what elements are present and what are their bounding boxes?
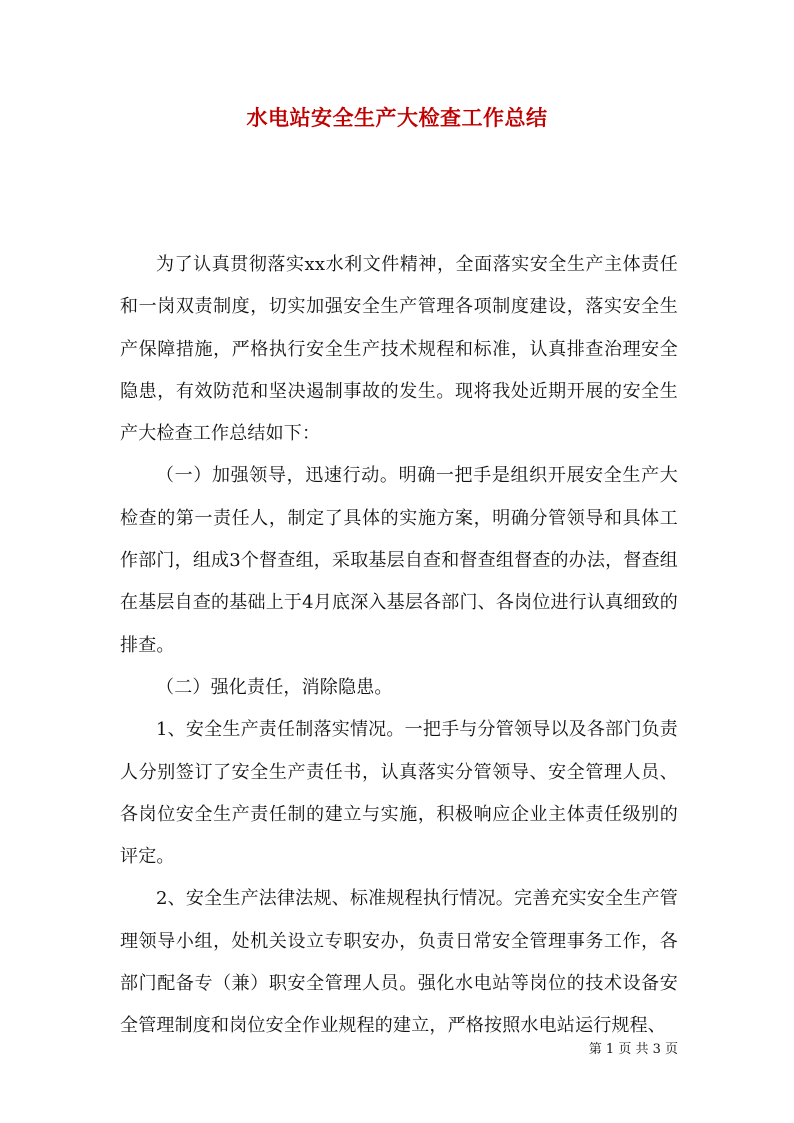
paragraph-item-two: 2、安全生产法律法规、标准规程执行情况。完善充实安全生产管理领导小组，处机关设立专职安办，负责日常安全管理事务工作，各部门配备专（兼）职安全管理人员。强化水电站等岗位的技术设备安全管理制度和岗位安全作业规程的建立，严格按照水电站运行规程、 xyxy=(120,888,678,1037)
paragraph-section-one: （一）加强领导，迅速行动。明确一把手是组织开展安全生产大检查的第一责任人，制定了具体的实施方案，明确分管领导和具体工作部门，组成3个督查组，采取基层自查和督查组督查的办法，督查组在基层自查的基础上于4月底深入基层各部门、各岗位进行认真细致的排查。 xyxy=(120,465,678,656)
document-title: 水电站安全生产大检查工作总结 xyxy=(246,105,548,130)
paragraph-section-two-heading: （二）强化责任，消除隐患。 xyxy=(156,676,393,698)
paragraph-item-one: 1、安全生产责任制落实情况。一把手与分管领导以及各部门负责人分别签订了安全生产责任书，认真落实分管领导、安全管理人员、各岗位安全生产责任制的建立与实施，积极响应企业主体责任级别的评定。 xyxy=(120,719,678,868)
page-number-footer: 第 1 页 共 3 页 xyxy=(588,1042,678,1057)
document-body xyxy=(120,244,678,1048)
paragraph-intro: 为了认真贯彻落实xx水利文件精神，全面落实安全生产主体责任和一岗双责制度，切实加强安全生产管理各项制度建设，落实安全生产保障措施，严格执行安全生产技术规程和标准，认真排查治理安全隐患，有效防范和坚决遏制事故的发生。现将我处近期开展的安全生产大检查工作总结如下： xyxy=(120,254,678,445)
